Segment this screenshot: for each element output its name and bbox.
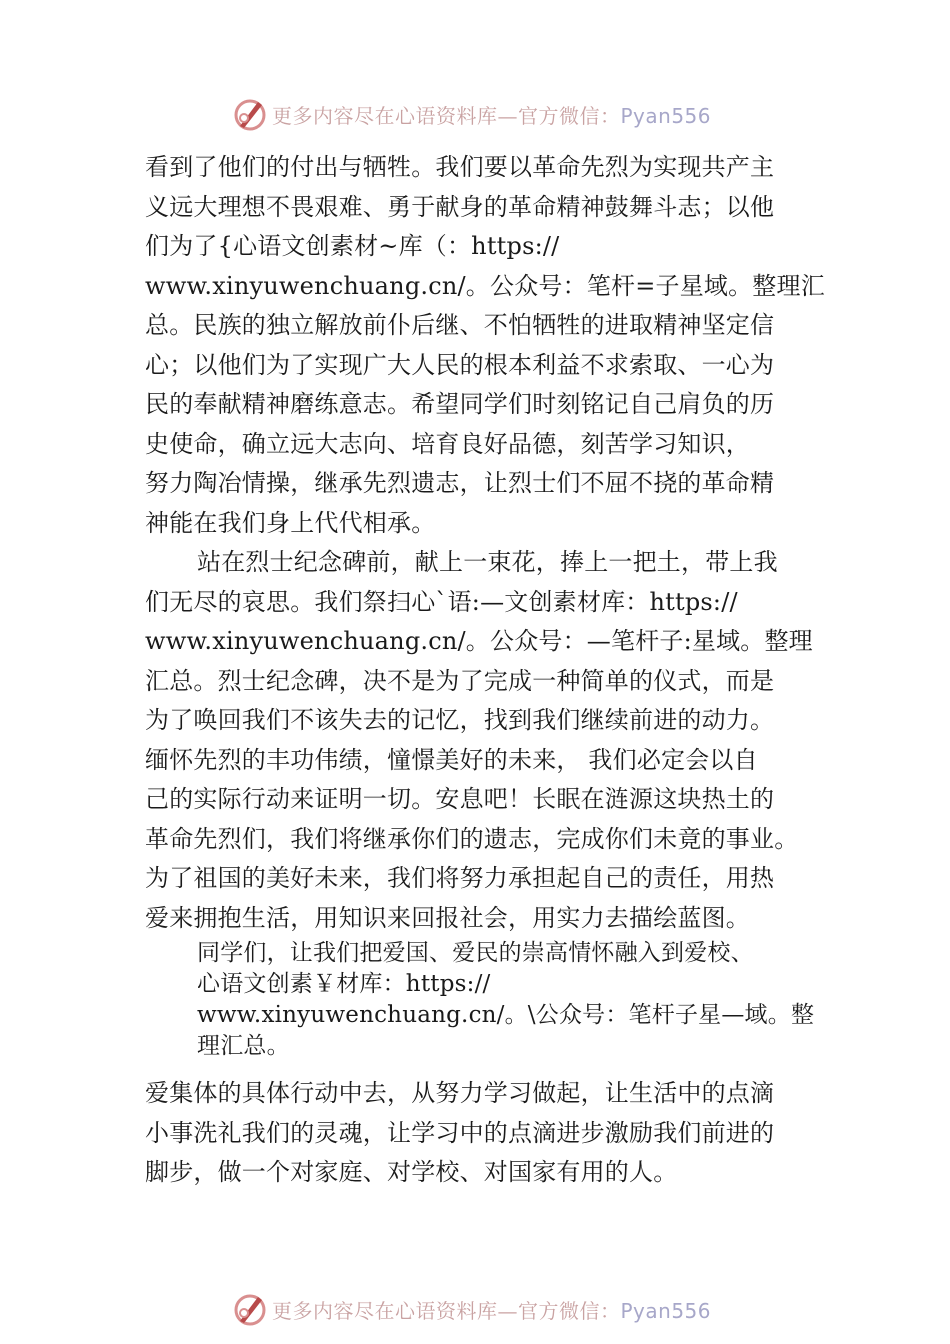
- header-banner-handle: Pyan556: [620, 103, 712, 128]
- text-line: 小事洗礼我们的灵魂，让学习中的点滴进步激励我们前进的: [145, 1118, 775, 1147]
- footer-banner: [232, 1289, 752, 1329]
- text-line: 总。民族的独立解放前仆后继、不怕牺牲的进取精神坚定信: [145, 311, 775, 339]
- text-line: 爱来拥抱生活，用知识来回报社会，用实力去描绘蓝图。: [145, 903, 750, 932]
- text-line: 们无尽的哀思。我们祭扫心`语:—文创素材库：https://: [145, 587, 738, 616]
- text-line: 己的实际行动来证明一切。安息吧！长眠在涟源这块热土的: [145, 785, 775, 813]
- paragraph-2: [145, 543, 825, 938]
- paragraph-3: [145, 938, 825, 1062]
- brush-logo-icon: [232, 1291, 268, 1327]
- text-line: www.xinyuwenchuang.cn/。公众号：笔杆=子星域。整理汇: [145, 271, 825, 300]
- document-body: [145, 148, 825, 1193]
- footer-banner-handle: Pyan556: [620, 1298, 712, 1323]
- footer-banner-text: 更多内容尽在心语资料库—官方微信：Pyan556: [272, 1298, 712, 1323]
- text-line: 同学们，让我们把爱国、爱民的崇高情怀融入到爱校、: [197, 940, 754, 966]
- text-line: 史使命，确立远大志向、培育良好品德，刻苦学习知识，: [145, 429, 750, 458]
- text-line: 脚步，做一个对家庭、对学校、对国家有用的人。: [145, 1158, 678, 1186]
- header-banner-text: 更多内容尽在心语资料库—官方微信：Pyan556: [272, 103, 712, 128]
- text-line: 理汇总。: [197, 1033, 290, 1059]
- text-line: 爱集体的具体行动中去，从努力学习做起，让生活中的点滴: [145, 1079, 775, 1107]
- text-line: 革命先烈们，我们将继承你们的遗志，完成你们未竟的事业。: [145, 824, 799, 853]
- text-line: 们为了{心语文创素材~库（：https://: [145, 232, 560, 260]
- text-line: 心；以他们为了实现广大人民的根本利益不求索取、一心为: [145, 350, 775, 379]
- text-line: 民的奉献精神磨练意志。希望同学们时刻铭记自己肩负的历: [145, 390, 775, 418]
- text-line: 缅怀先烈的丰功伟绩，憧憬美好的未来， 我们必定会以自: [145, 745, 758, 774]
- text-line: 站在烈士纪念碑前，献上一束花，捧上一把土，带上我: [197, 548, 778, 576]
- text-line: 心语文创素￥材库：https://: [197, 971, 491, 997]
- text-line: 义远大理想不畏艰难、勇于献身的革命精神鼓舞斗志；以他: [145, 192, 775, 221]
- brush-logo-icon: [232, 96, 268, 132]
- text-line: 为了祖国的美好未来，我们将努力承担起自己的责任，用热: [145, 864, 775, 892]
- paragraph-1: [145, 148, 825, 543]
- text-line: www.xinyuwenchuang.cn/。\公众号：笔杆子星—域。整: [197, 1002, 815, 1028]
- text-line: 为了唤回我们不该失去的记忆，找到我们继续前进的动力。: [145, 706, 775, 734]
- text-line: 神能在我们身上代代相承。: [145, 508, 436, 537]
- text-line: www.xinyuwenchuang.cn/。公众号：—笔杆子:星域。整理: [145, 627, 813, 655]
- header-banner: [232, 94, 752, 134]
- paragraph-4: [145, 1074, 825, 1193]
- text-line: 看到了他们的付出与牺牲。我们要以革命先烈为实现共产主: [145, 153, 775, 181]
- text-line: 努力陶冶情操，继承先烈遗志，让烈士们不屈不挠的革命精: [145, 469, 775, 497]
- text-line: 汇总。烈士纪念碑，决不是为了完成一种简单的仪式，而是: [145, 666, 775, 695]
